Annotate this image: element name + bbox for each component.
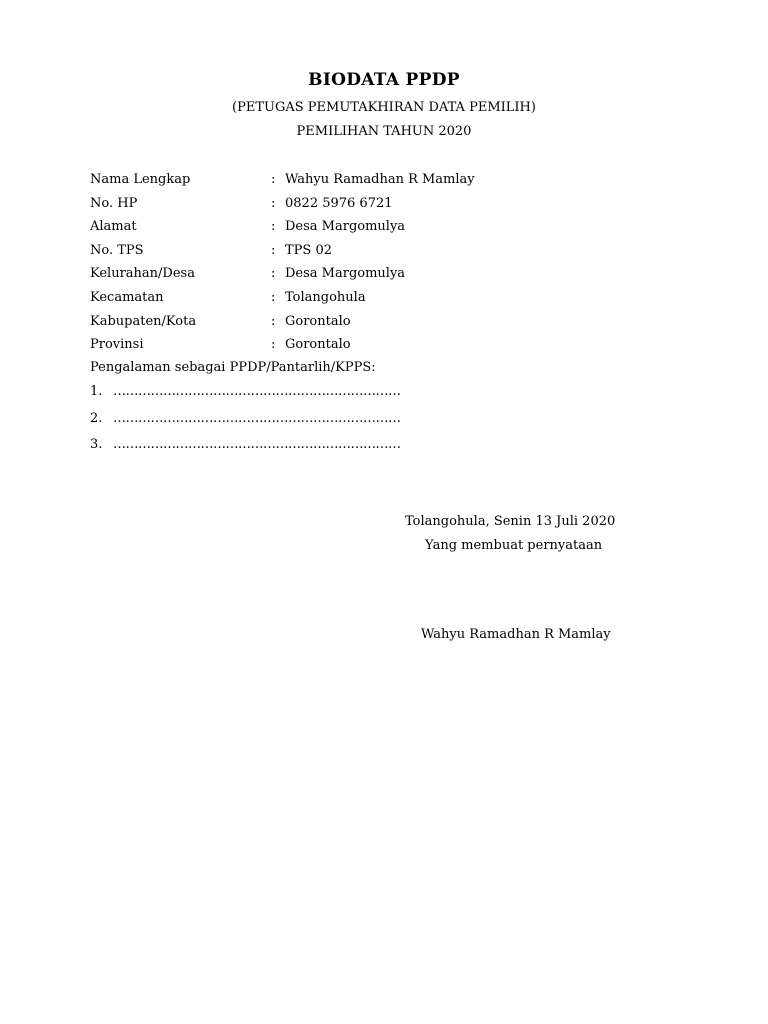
field-colon: : xyxy=(271,219,276,235)
field-row-regency xyxy=(90,312,690,336)
field-row-address xyxy=(90,217,690,241)
field-row-phone xyxy=(90,194,690,218)
experience-item-number: 3. xyxy=(90,437,103,452)
field-row-province xyxy=(90,335,690,359)
experience-item-number: 2. xyxy=(90,410,103,426)
experience-item-placeholder: …………………………………………………………… xyxy=(113,437,401,452)
field-label: Nama Lengkap xyxy=(90,172,191,187)
field-label: No. HP xyxy=(90,195,138,211)
signature-place-date: Tolangohula, Senin 13 Juli 2020 xyxy=(405,514,616,529)
experience-list xyxy=(90,382,690,462)
field-label: Kabupaten/Kota xyxy=(90,313,197,329)
document-title: BIODATA PPDP xyxy=(308,70,460,90)
field-label: Alamat xyxy=(90,219,137,235)
experience-item xyxy=(90,382,690,409)
experience-item-placeholder: …………………………………………………………… xyxy=(113,410,401,426)
experience-item xyxy=(90,435,690,462)
field-colon: : xyxy=(271,289,276,305)
field-row-district xyxy=(90,288,690,312)
field-value: Gorontalo xyxy=(285,337,351,353)
field-value: Gorontalo xyxy=(285,313,351,329)
field-colon: : xyxy=(271,172,276,187)
signature-statement: Yang membuat pernyataan xyxy=(425,538,603,553)
field-value: TPS 02 xyxy=(285,242,332,258)
experience-item xyxy=(90,409,690,436)
field-row-village xyxy=(90,264,690,288)
field-colon: : xyxy=(271,242,276,258)
field-colon: : xyxy=(271,266,276,282)
field-value: Desa Margomulya xyxy=(285,266,406,282)
biodata-fields xyxy=(90,170,690,359)
field-value: Tolangohula xyxy=(285,289,366,305)
experience-item-placeholder: …………………………………………………………… xyxy=(113,384,401,399)
field-value: Wahyu Ramadhan R Mamlay xyxy=(285,172,475,187)
field-label: Kecamatan xyxy=(90,289,164,305)
field-label: No. TPS xyxy=(90,242,144,258)
experience-item-number: 1. xyxy=(90,384,103,399)
field-row-polling-station xyxy=(90,241,690,265)
field-colon: : xyxy=(271,313,276,329)
field-row-full-name xyxy=(90,170,690,194)
document-subtitle-officer: (PETUGAS PEMUTAKHIRAN DATA PEMILIH) xyxy=(232,100,536,115)
document-subtitle-election-year: PEMILIHAN TAHUN 2020 xyxy=(296,124,472,139)
field-label: Kelurahan/Desa xyxy=(90,266,195,282)
field-label: Provinsi xyxy=(90,337,144,353)
experience-heading: Pengalaman sebagai PPDP/Pantarlih/KPPS: xyxy=(90,360,376,375)
field-colon: : xyxy=(271,195,276,211)
field-value: 0822 5976 6721 xyxy=(285,195,393,211)
field-colon: : xyxy=(271,337,276,353)
signature-name: Wahyu Ramadhan R Mamlay xyxy=(421,627,611,642)
field-value: Desa Margomulya xyxy=(285,219,406,235)
